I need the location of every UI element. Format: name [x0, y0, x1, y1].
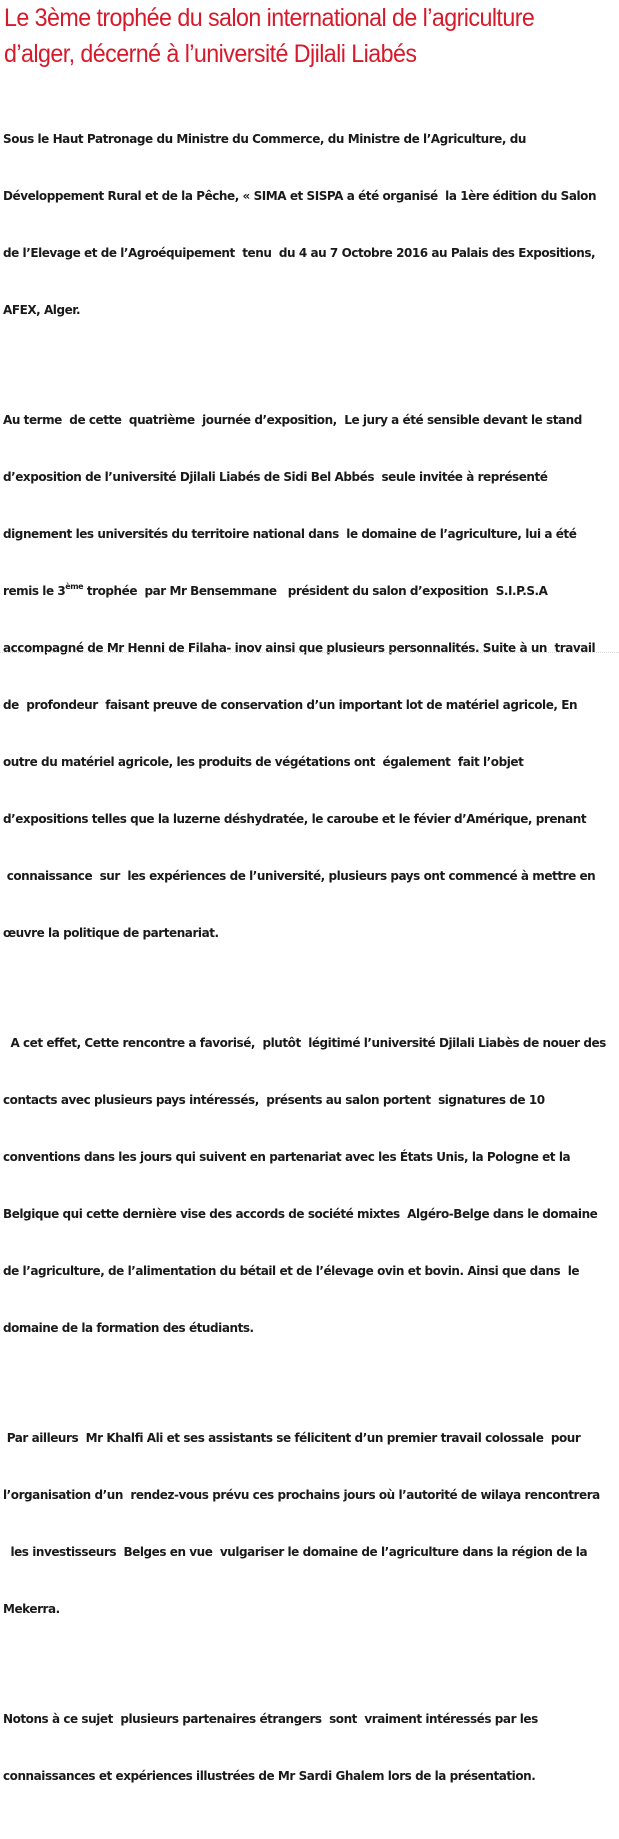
- article-body: [3, 92, 617, 1839]
- text-line: accompagné de Mr Henni de Filaha- inov ainsi que plusieurs personnalités. Suite à un travail: [3, 641, 596, 655]
- text-line: Mekerra.: [3, 1602, 60, 1616]
- paragraph-intro: [3, 92, 617, 358]
- text-line: les investisseurs Belges en vue vulgariser le domaine de l’agriculture dans la région de la: [3, 1545, 588, 1559]
- text-line: Notons à ce sujet plusieurs partenaires étrangers sont vraiment intéressés par les: [3, 1712, 538, 1726]
- text-line: de l’Elevage et de l’Agroéquipement tenu du 4 au 7 Octobre 2016 au Palais des Expositions,: [3, 246, 596, 260]
- text-line: Développement Rural et de la Pêche, « SIMA et SISPA a été organisé la 1ère édition du Salon: [3, 189, 597, 203]
- text-line: A cet effet, Cette rencontre a favorisé, plutôt légitimé l’université Djilali Liabès de nouer des: [3, 1036, 606, 1050]
- paragraph-partnerships: [3, 996, 617, 1376]
- text-line: l’organisation d’un rendez-vous prévu ces prochains jours où l’autorité de wilaya rencontrera: [3, 1488, 600, 1502]
- text-line: conventions dans les jours qui suivent en partenariat avec les États Unis, la Pologne et la: [3, 1150, 571, 1164]
- text-line: œuvre la politique de partenariat.: [3, 926, 219, 940]
- article-title: [4, 0, 573, 72]
- text-line: connaissance sur les expériences de l’université, plusieurs pays ont commencé à mettre en: [3, 869, 596, 883]
- paragraph-khalfi: [3, 1391, 617, 1657]
- title-line: Le 3ème trophée du salon international de l’agriculture: [4, 4, 535, 32]
- text-line: AFEX, Alger.: [3, 303, 81, 317]
- text-line: de profondeur faisant preuve de conservation d’un important lot de matériel agricole, En: [3, 698, 578, 712]
- text-line-remis: [3, 582, 617, 601]
- title-line: d’alger, décerné à l’université Djilali Liabés: [4, 40, 417, 68]
- text-line: Belgique qui cette dernière vise des accords de société mixtes Algéro-Belge dans le domaine: [3, 1207, 598, 1221]
- text-line: domaine de la formation des étudiants.: [3, 1321, 254, 1335]
- text-line: d’exposition de l’université Djilali Liabés de Sidi Bel Abbés seule invitée à représenté: [3, 470, 548, 484]
- text-line: Par ailleurs Mr Khalfi Ali et ses assistants se félicitent d’un premier travail colossale pour: [3, 1431, 581, 1445]
- text-line: contacts avec plusieurs pays intéressés, présents au salon portent signatures de 10: [3, 1093, 545, 1107]
- text-line: outre du matériel agricole, les produits de végétations ont également fait l’objet: [3, 755, 524, 769]
- text-line: d’expositions telles que la luzerne déshydratée, le caroube et le févier d’Amérique, prenant: [3, 812, 587, 826]
- remis-prefix: remis le 3: [3, 584, 66, 598]
- text-line: Au terme de cette quatrième journée d’exposition, Le jury a été sensible devant le stand: [3, 413, 582, 427]
- text-line: Sous le Haut Patronage du Ministre du Commerce, du Ministre de l’Agriculture, du: [3, 132, 526, 146]
- remis-suffix: trophée par Mr Bensemmane président du salon d’exposition S.I.P.S.A: [83, 584, 548, 598]
- text-line: de l’agriculture, de l’alimentation du bétail et de l’élevage ovin et bovin. Ainsi que dans le: [3, 1264, 580, 1278]
- text-line: dignement les universités du territoire national dans le domaine de l’agriculture, lui a été: [3, 527, 577, 541]
- bottom-divider: [0, 652, 619, 654]
- paragraph-conclusion: [3, 1672, 617, 1824]
- text-line: connaissances et expériences illustrées de Mr Sardi Ghalem lors de la présentation.: [3, 1769, 536, 1783]
- paragraph-trophy: [3, 373, 617, 981]
- ordinal-superscript: ème: [65, 582, 84, 591]
